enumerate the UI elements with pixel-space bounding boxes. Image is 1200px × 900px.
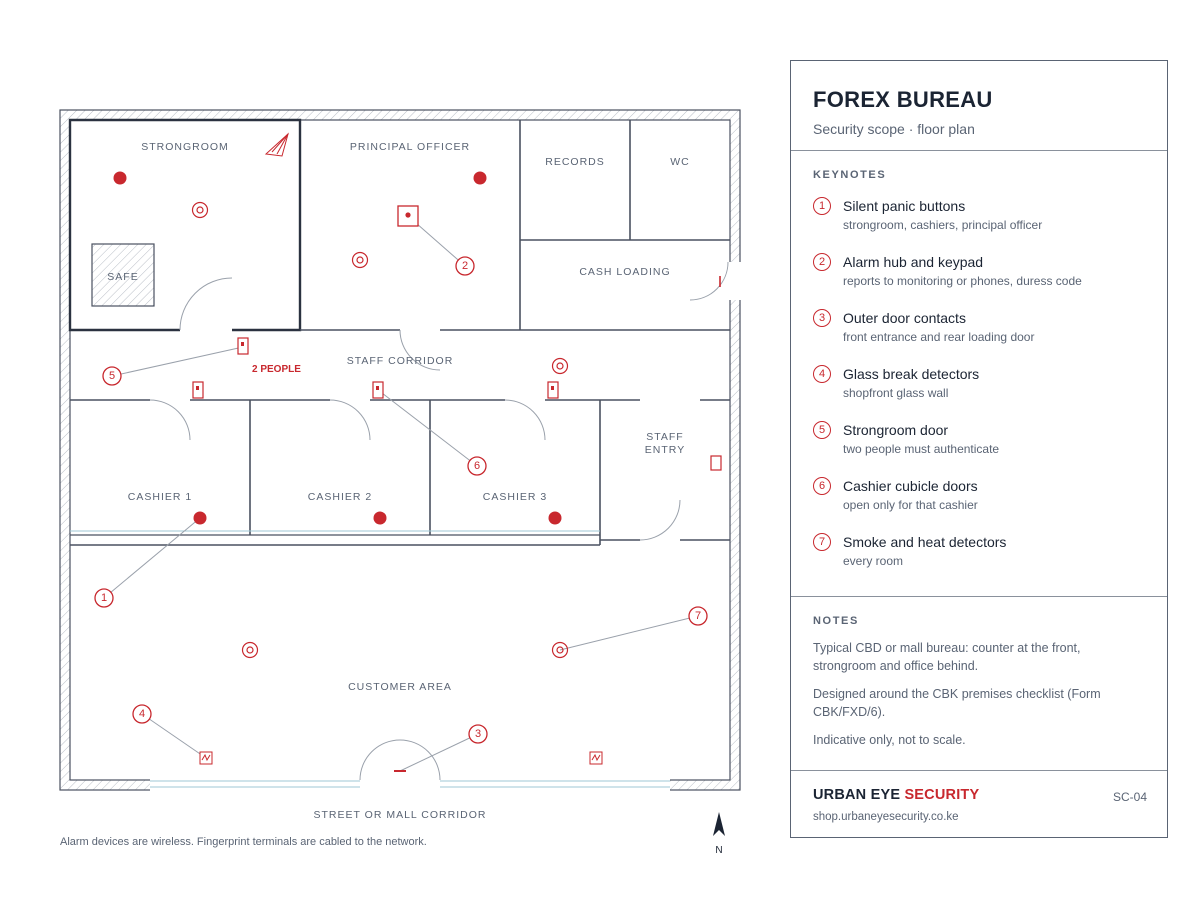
- panic-button-icon: [114, 172, 127, 185]
- smoke-detector-icon: [193, 203, 208, 218]
- counter-glass: [70, 531, 600, 535]
- room-label-records: RECORDS: [545, 156, 605, 168]
- keynote-number: 1: [813, 197, 831, 215]
- svg-text:4: 4: [138, 708, 146, 720]
- svg-text:2: 2: [461, 260, 469, 272]
- glass-break-detectors: [200, 752, 602, 764]
- room-label-staff-corridor: STAFF CORRIDOR: [346, 355, 454, 367]
- keynote-item: [813, 477, 1167, 533]
- panel-subtitle: Security scope · floor plan: [813, 121, 975, 137]
- fingerprint-reader-icon: [193, 382, 203, 398]
- brand-block: [791, 771, 1167, 823]
- smoke-detector-icon: [353, 253, 368, 268]
- keynote-item: [813, 309, 1167, 365]
- note-paragraph: Typical CBD or mall bureau: counter at the front, strongroom and office behind.: [813, 641, 1081, 673]
- brand-name-part2: SECURITY: [904, 787, 980, 803]
- svg-text:7: 7: [694, 610, 702, 622]
- keynotes-list: [813, 197, 1167, 589]
- keynotes-heading: KEYNOTES: [813, 169, 887, 181]
- rear-loading-door-gap: [726, 262, 742, 300]
- smoke-detectors: [193, 203, 568, 658]
- keynote-desc: open only for that cashier: [843, 498, 978, 512]
- svg-text:3: 3: [474, 728, 482, 740]
- brand-name: [813, 787, 1147, 803]
- alarm-hub-icon: [398, 206, 418, 226]
- smoke-detector-icon: [553, 359, 568, 374]
- keynote-desc: every room: [843, 554, 904, 568]
- room-label-safe: SAFE: [107, 271, 139, 283]
- keynotes-section: [791, 151, 1167, 597]
- room-label-cashier-2: CASHIER 2: [307, 491, 373, 503]
- callout-5: [103, 367, 121, 385]
- callout-4: [133, 705, 151, 723]
- brand-name-part1: URBAN EYE: [813, 787, 905, 803]
- glass-break-detector-icon: [590, 752, 602, 764]
- keynote-title: Smoke and heat detectors: [843, 534, 1007, 550]
- keynote-title: Strongroom door: [843, 422, 949, 438]
- keynote-number: 3: [813, 309, 831, 327]
- panic-button-icon: [549, 512, 562, 525]
- keynote-number: 6: [813, 477, 831, 495]
- plan-footnote: Alarm devices are wireless. Fingerprint terminals are cabled to the network.: [60, 836, 427, 848]
- keynote-desc: front entrance and rear loading door: [843, 330, 1035, 344]
- north-label: N: [715, 845, 723, 856]
- room-label-customer-area: CUSTOMER AREA: [348, 681, 452, 693]
- sheet-code: SC-04: [1112, 790, 1147, 804]
- brand-url: shop.urbaneyesecurity.co.ke: [813, 811, 959, 823]
- keynote-desc: reports to monitoring or phones, duress code: [843, 274, 1082, 288]
- keynote-desc: strongroom, cashiers, principal officer: [843, 218, 1043, 232]
- callout-7: [689, 607, 707, 625]
- keynote-number: 5: [813, 421, 831, 439]
- keynote-title: Outer door contacts: [843, 310, 966, 326]
- room-label-staff-entry-1: STAFF: [646, 431, 684, 443]
- room-label-wc: WC: [670, 156, 690, 168]
- notes-heading: NOTES: [813, 615, 859, 627]
- room-label-principal-officer: PRINCIPAL OFFICER: [349, 141, 471, 153]
- callout-2: [456, 257, 474, 275]
- keynote-number: 2: [813, 253, 831, 271]
- keynote-desc: shopfront glass wall: [843, 386, 949, 400]
- room-label-cashier-3: CASHIER 3: [482, 491, 548, 503]
- fingerprint-reader-icon: [238, 338, 248, 354]
- keynote-title: Alarm hub and keypad: [843, 254, 984, 270]
- keynote-title: Cashier cubicle doors: [843, 478, 978, 494]
- two-people-label: 2 PEOPLE: [252, 364, 301, 375]
- keynote-title: Silent panic buttons: [843, 198, 966, 214]
- shopfront-glass-wall: [150, 776, 670, 792]
- room-label-staff-entry-2: ENTRY: [644, 444, 686, 456]
- keynote-desc: two people must authenticate: [843, 442, 1000, 456]
- note-paragraph: Designed around the CBK premises checklist (Form CBK/FXD/6).: [813, 687, 1101, 719]
- glass-break-detector-icon: [200, 752, 212, 764]
- room-label-strongroom: STRONGROOM: [141, 141, 229, 153]
- note-paragraph: Indicative only, not to scale.: [813, 733, 966, 747]
- svg-text:5: 5: [108, 370, 116, 382]
- room-label-cash-loading: CASH LOADING: [579, 266, 671, 278]
- smoke-detector-icon: [243, 643, 258, 658]
- keynote-item: [813, 365, 1167, 421]
- motion-sensor-icon: [266, 134, 288, 156]
- svg-text:1: 1: [100, 592, 108, 604]
- panel-header: [791, 61, 1167, 151]
- panic-button-icon: [374, 512, 387, 525]
- callout-6: [468, 457, 486, 475]
- fingerprint-reader-icon: [711, 456, 721, 470]
- keynote-title: Glass break detectors: [843, 366, 980, 382]
- callout-3: [469, 725, 487, 743]
- panic-button-icon: [474, 172, 487, 185]
- fingerprint-reader-icon: [548, 382, 558, 398]
- legend-panel: [790, 60, 1168, 838]
- keynote-item: [813, 253, 1167, 309]
- callout-1: [95, 589, 113, 607]
- keynote-number: 7: [813, 533, 831, 551]
- keynote-item: [813, 533, 1167, 589]
- panel-title: FOREX BUREAU: [813, 87, 993, 112]
- keynote-item: [813, 197, 1167, 253]
- north-arrow-icon: [713, 812, 725, 836]
- fingerprint-reader-icon: [373, 382, 383, 398]
- panic-buttons: [114, 172, 562, 525]
- room-label-cashier-1: CASHIER 1: [127, 491, 193, 503]
- panic-button-icon: [194, 512, 207, 525]
- door-swings: [150, 262, 728, 780]
- notes-section: [791, 597, 1167, 771]
- street-label: STREET OR MALL CORRIDOR: [313, 809, 487, 821]
- keynote-number: 4: [813, 365, 831, 383]
- svg-text:6: 6: [473, 460, 481, 472]
- keynote-item: [813, 421, 1167, 477]
